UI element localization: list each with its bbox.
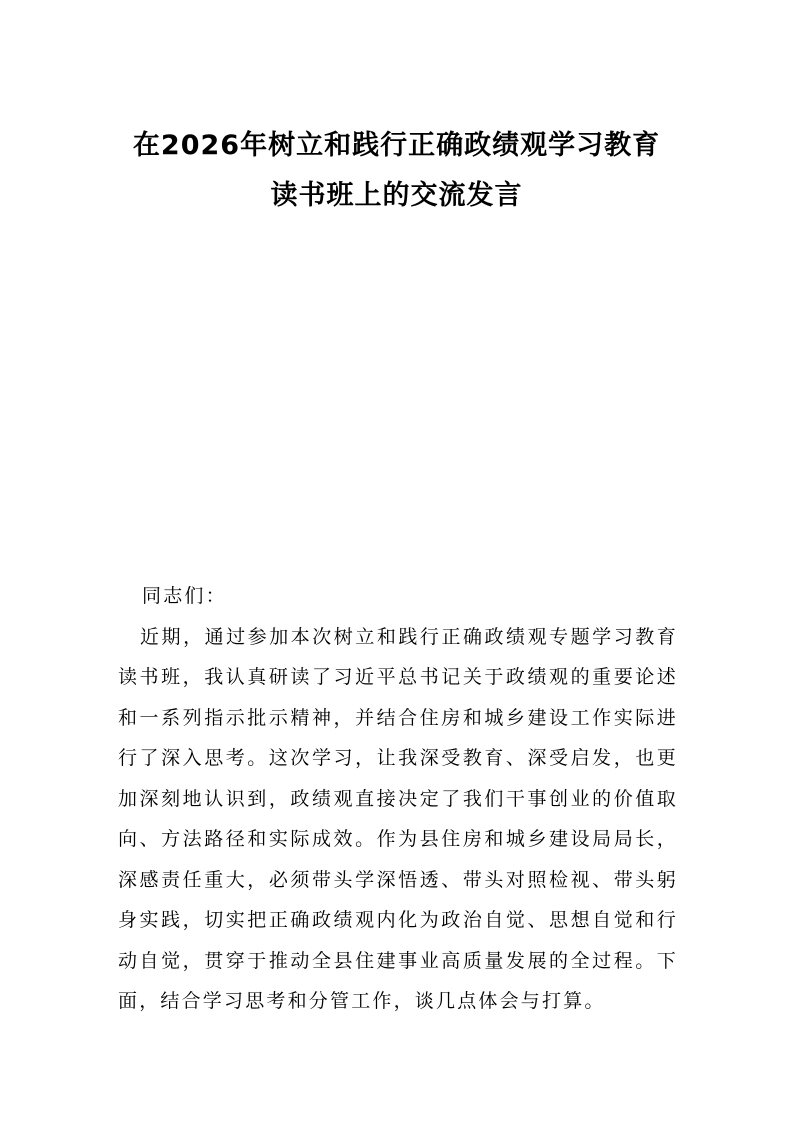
title-line-2: 读书班上的交流发言 (270, 180, 523, 211)
document-body (118, 576, 678, 1022)
body-paragraph: 近期，通过参加本次树立和践行正确政绩观专题学习教育读书班，我认真研读了习近平总书记关于政绩观的重要论述和一系列指示批示精神，并结合住房和城乡建设工作实际进行了深入思考。这次学习，让我深受教育、深受启发，也更加深刻地认识到，政绩观直接决定了我们干事创业的价值取向、方法路径和实际成效。作为县住房和城乡建设局局长，深感责任重大，必须带头学深悟透、带头对照检视、带头躬身实践，切实把正确政绩观内化为政治自觉、思想自觉和行动自觉，贯穿于推动全县住建事业高质量发展的全过程。下面，结合学习思考和分管工作，谈几点体会与打算。 (118, 625, 678, 1012)
title-line-1: 在2026年树立和践行正确政绩观学习教育 (132, 130, 661, 161)
document-title (0, 121, 793, 221)
salutation: 同志们： (142, 585, 227, 607)
